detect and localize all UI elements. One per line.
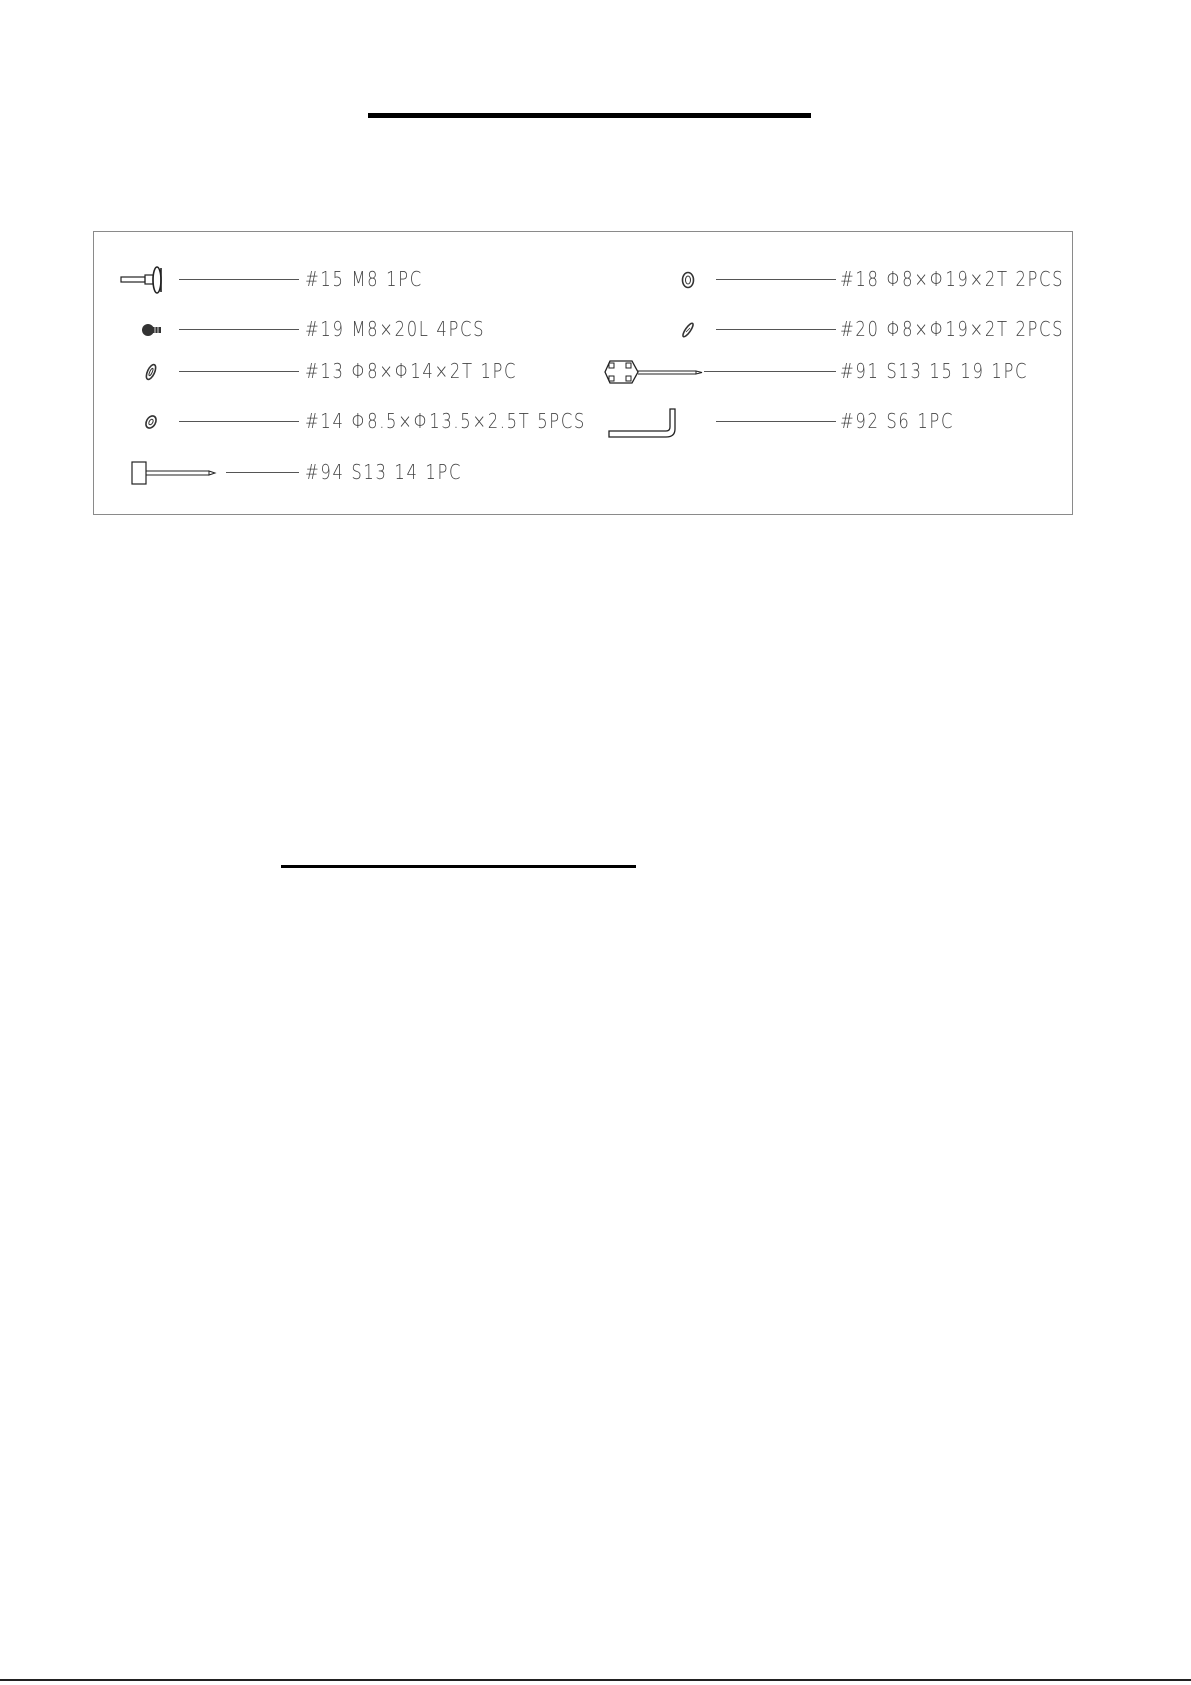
- part-label: #91 S13 15 19 1PC: [840, 359, 1029, 383]
- part-14-washer: [119, 407, 619, 437]
- title-rule: [368, 113, 811, 118]
- part-92-allen-key: [604, 407, 1069, 437]
- page-bottom-rule: [0, 1679, 1191, 1681]
- multi-wrench-icon: [604, 357, 714, 387]
- part-94-t-wrench: [119, 458, 569, 488]
- leader-line: [179, 279, 299, 280]
- washer-icon: [139, 357, 169, 387]
- part-18-washer: [604, 265, 1069, 295]
- part-20-washer: [604, 315, 1069, 345]
- t-wrench-icon: [131, 458, 231, 488]
- part-label: #94 S13 14 1PC: [305, 460, 463, 484]
- washer-icon: [676, 315, 706, 345]
- part-91-multi-wrench: [604, 357, 1069, 387]
- part-19-screw: [119, 315, 569, 345]
- allen-key-icon: [608, 407, 688, 437]
- part-label: #18 Φ8×Φ19×2T 2PCS: [840, 267, 1065, 291]
- part-15-t-bolt: [119, 265, 569, 295]
- part-label: #19 M8×20L 4PCS: [305, 317, 486, 341]
- leader-line: [179, 371, 299, 372]
- leader-line: [179, 329, 299, 330]
- part-label: #14 Φ8.5×Φ13.5×2.5T 5PCS: [305, 409, 586, 433]
- leader-line: [716, 279, 836, 280]
- leader-line: [716, 329, 836, 330]
- part-13-washer: [119, 357, 569, 387]
- t-bolt-icon: [119, 265, 179, 295]
- washer-icon: [139, 407, 169, 437]
- leader-line: [226, 472, 299, 473]
- part-label: #13 Φ8×Φ14×2T 1PC: [305, 359, 518, 383]
- leader-line: [716, 421, 836, 422]
- leader-line: [704, 371, 836, 372]
- hardware-pack-panel: [93, 231, 1073, 515]
- section-rule: [281, 865, 636, 868]
- washer-icon: [676, 265, 706, 295]
- screw-icon: [137, 315, 167, 345]
- leader-line: [179, 421, 299, 422]
- part-label: #15 M8 1PC: [305, 267, 423, 291]
- part-label: #92 S6 1PC: [840, 409, 955, 433]
- part-label: #20 Φ8×Φ19×2T 2PCS: [840, 317, 1065, 341]
